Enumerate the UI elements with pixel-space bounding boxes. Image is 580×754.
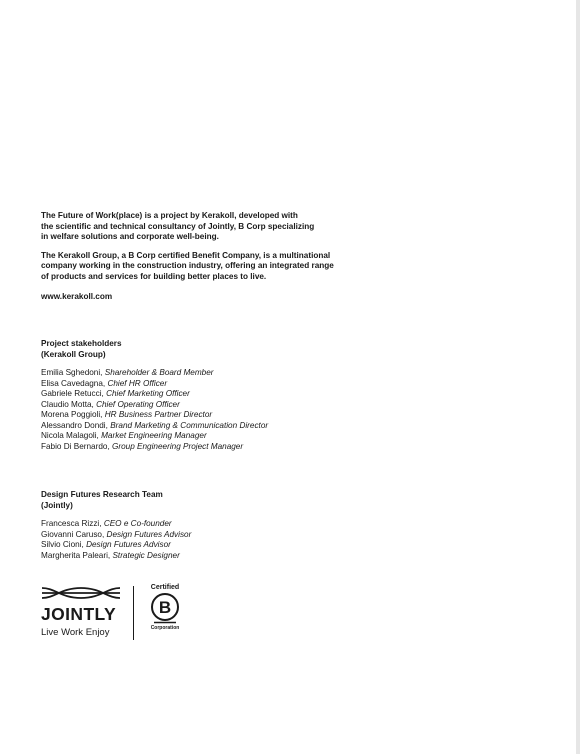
bcorp-certified-label: Certified	[150, 584, 180, 591]
member-role: Design Futures Advisor	[106, 529, 192, 539]
section-title-line: Project stakeholders	[41, 339, 122, 348]
member-name: Morena Poggioli	[41, 410, 101, 419]
bcorp-letter: B	[158, 598, 172, 617]
bcorp-corporation-label: Corporation	[150, 625, 180, 631]
jointly-wordmark: JOINTLY	[41, 604, 117, 624]
bcorp-b-icon	[150, 592, 180, 624]
member-role: Strategic Designer	[112, 550, 180, 560]
member-role: HR Business Partner Director	[104, 410, 213, 419]
research-team-list	[41, 519, 191, 561]
member-role: Brand Marketing & Communication Director	[110, 420, 269, 430]
list-item: Morena Poggioli, HR Business Partner Director	[41, 410, 213, 419]
logo-row	[41, 584, 201, 642]
intro-line: in welfare solutions and corporate well-being.	[41, 232, 219, 241]
intro-line: of products and services for building better places to live.	[41, 271, 267, 281]
list-item: Fabio Di Bernardo, Group Engineering Project Manager	[41, 441, 244, 451]
list-item: Francesca Rizzi, CEO e Co-founder	[41, 519, 172, 528]
list-item: Silvio Cioni, Design Futures Advisor	[41, 540, 171, 549]
member-name: Fabio Di Bernardo	[41, 441, 108, 451]
list-item: Emilia Sghedoni, Shareholder & Board Member	[41, 368, 214, 377]
stakeholder-list	[41, 368, 268, 452]
section-title-line: (Kerakoll Group)	[41, 349, 106, 359]
website-link[interactable]: www.kerakoll.com	[41, 292, 113, 301]
bcorp-badge	[147, 584, 183, 631]
member-name: Margherita Paleari	[41, 550, 108, 560]
member-role: Group Engineering Project Manager	[112, 441, 244, 451]
intro-line: the scientific and technical consultancy of Jointly, B Corp specializing	[41, 221, 315, 231]
research-team-title	[41, 490, 163, 511]
list-item: Claudio Motta, Chief Operating Officer	[41, 399, 180, 409]
member-name: Nicola Malagoli	[41, 431, 97, 440]
member-role: Design Futures Advisor	[86, 540, 171, 549]
member-role: CEO e Co-founder	[103, 519, 172, 528]
section-title-line: (Jointly)	[41, 500, 73, 510]
member-name: Silvio Cioni	[41, 540, 82, 549]
list-item: Giovanni Caruso, Design Futures Advisor	[41, 529, 192, 539]
member-name: Elisa Cavedagna	[41, 378, 103, 388]
page-edge	[576, 0, 580, 754]
intro-block	[41, 211, 371, 290]
list-item: Gabriele Retucci, Chief Marketing Officer	[41, 389, 190, 398]
logo-divider	[133, 586, 134, 640]
member-name: Emilia Sghedoni	[41, 368, 101, 377]
wave-knot-icon	[41, 585, 121, 601]
intro-line: company working in the construction industry, offering an integrated range	[41, 261, 334, 270]
member-role: Chief HR Officer	[107, 378, 168, 388]
section-title-line: Design Futures Research Team	[41, 490, 163, 499]
list-item: Alessandro Dondi, Brand Marketing & Communication Director	[41, 420, 269, 430]
member-name: Alessandro Dondi	[41, 420, 106, 430]
intro-paragraph-2	[41, 251, 371, 283]
stakeholders-title	[41, 339, 122, 360]
jointly-tagline: Live Work Enjoy	[41, 627, 110, 638]
intro-line: The Kerakoll Group, a B Corp certified Benefit Company, is a multinational	[41, 250, 331, 260]
member-role: Chief Marketing Officer	[106, 389, 190, 398]
member-role: Market Engineering Manager	[101, 431, 207, 440]
member-name: Gabriele Retucci	[41, 389, 102, 398]
member-role: Chief Operating Officer	[96, 399, 180, 409]
intro-paragraph-1	[41, 211, 371, 243]
member-name: Francesca Rizzi	[41, 519, 100, 528]
member-name: Claudio Motta	[41, 399, 92, 409]
member-name: Giovanni Caruso	[41, 529, 102, 539]
list-item: Nicola Malagoli, Market Engineering Manager	[41, 431, 207, 440]
intro-line: The Future of Work(place) is a project by Kerakoll, developed with	[41, 211, 298, 220]
list-item: Margherita Paleari, Strategic Designer	[41, 550, 180, 560]
list-item: Elisa Cavedagna, Chief HR Officer	[41, 378, 168, 388]
member-role: Shareholder & Board Member	[104, 368, 214, 377]
